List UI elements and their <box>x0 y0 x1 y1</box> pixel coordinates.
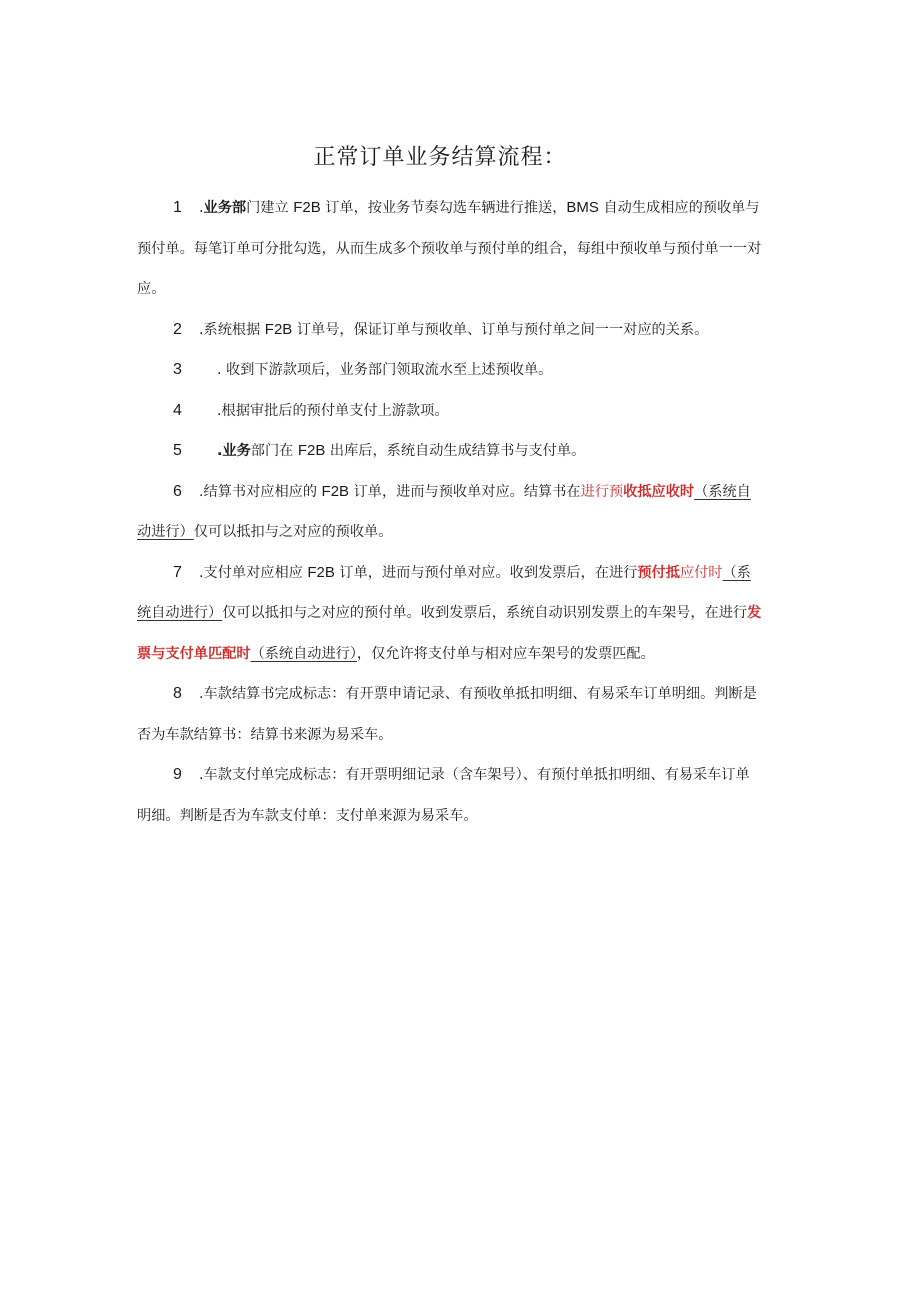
p4-text-1: .根据审批后的预付单支付上游款项。 <box>217 402 449 419</box>
item-number-9: 9 <box>173 766 182 783</box>
item-number-5: 5 <box>173 442 182 459</box>
p7-underline-2: （系统自动进行） <box>250 645 357 662</box>
paragraph-8 <box>137 674 762 755</box>
p7-underline-1: （系统自动进行） <box>137 564 751 621</box>
p7-text-4: ，仅允许将支付单与相对应车架号的发票匹配。 <box>356 645 655 662</box>
paragraph-3 <box>137 350 762 391</box>
item-number-7: 7 <box>173 563 182 581</box>
p6-text-2: 订单，进而与预收单对应。结算书在 <box>353 483 581 500</box>
p9-text-1: .车款支付单完成标志：有开票明细记录（含车架号）、有预付单抵扣明细、有易采车订单明细。判断是否为车款支付单：支付单来源为易采车。 <box>137 767 750 824</box>
paragraph-6 <box>137 472 762 553</box>
p6-text-3: 仅可以抵扣与之对应的预收单。 <box>193 524 393 540</box>
p6-underline-1: （系统自动进行） <box>137 483 751 540</box>
p1-text-1: 门建立 <box>246 200 289 216</box>
p7-text-2: 订单，进而与预付单对应。收到发票后，在进行 <box>339 564 638 581</box>
p7-text-3: 仅可以抵扣与之对应的预付单。收到发票后，系统自动识别发票上的车架号，在进行 <box>222 605 748 621</box>
p6-red-1: 进行预 <box>580 483 624 500</box>
p6-redbold-1: 收抵应收时 <box>623 483 695 500</box>
p2-code-1: F2B <box>264 320 293 338</box>
p2-text-2: 订单号，保证订单与预收单、订单与预付单之间一一对应的关系。 <box>296 321 709 338</box>
p1-text-3: 自动生成相应的预收单与预付单。每笔订单可分批勾选，从而生成多个预收单与预付单的组合，每组中预收单与预付单一一对应。 <box>137 200 762 297</box>
p1-code-1: F2B <box>293 199 321 216</box>
paragraph-7 <box>137 553 762 675</box>
p5-code-1: F2B <box>297 442 326 459</box>
p5-text-1: 部门在 <box>250 443 294 459</box>
p6-code-1: F2B <box>321 482 350 500</box>
item-number-4: 4 <box>173 401 182 419</box>
p7-red-1: 应付时 <box>679 564 723 581</box>
document-body <box>137 188 762 836</box>
p1-bold: 业务部 <box>203 200 247 216</box>
p7-redbold-2: 发票与支付单匹配时 <box>137 605 762 662</box>
item-number-3: 3 <box>173 361 182 378</box>
p6-text-1: .结算书对应相应的 <box>199 483 318 500</box>
paragraph-4 <box>137 391 762 432</box>
p1-dot: . <box>199 200 204 216</box>
p2-text-1: .系统根据 <box>199 321 261 338</box>
paragraph-5 <box>137 431 762 472</box>
item-number-2: 2 <box>173 320 182 338</box>
p3-text-1: . 收到下游款项后，业务部门领取流水至上述预收单。 <box>217 362 553 378</box>
paragraph-9 <box>137 755 762 836</box>
p7-redbold-1: 预付抵 <box>637 564 680 581</box>
p1-code-2: BMS <box>566 199 599 216</box>
page-title: 正常订单业务结算流程： <box>313 145 567 170</box>
paragraph-2 <box>137 310 762 351</box>
p5-text-2: 出库后，系统自动生成结算书与支付单。 <box>329 443 586 459</box>
p8-text-1: .车款结算书完成标志：有开票申请记录、有预收单抵扣明细、有易采车订单明细。判断是否为车款结算书：结算书来源为易采车。 <box>137 686 757 743</box>
p7-code-1: F2B <box>307 563 335 581</box>
p5-bold: .业务 <box>217 443 251 459</box>
item-number-8: 8 <box>173 685 182 702</box>
paragraph-1 <box>137 188 762 310</box>
item-number-6: 6 <box>173 482 182 500</box>
p1-text-2: 订单，按业务节奏勾选车辆进行推送， <box>325 200 567 216</box>
item-number-1: 1 <box>173 199 182 216</box>
p7-text-1: .支付单对应相应 <box>199 564 303 581</box>
